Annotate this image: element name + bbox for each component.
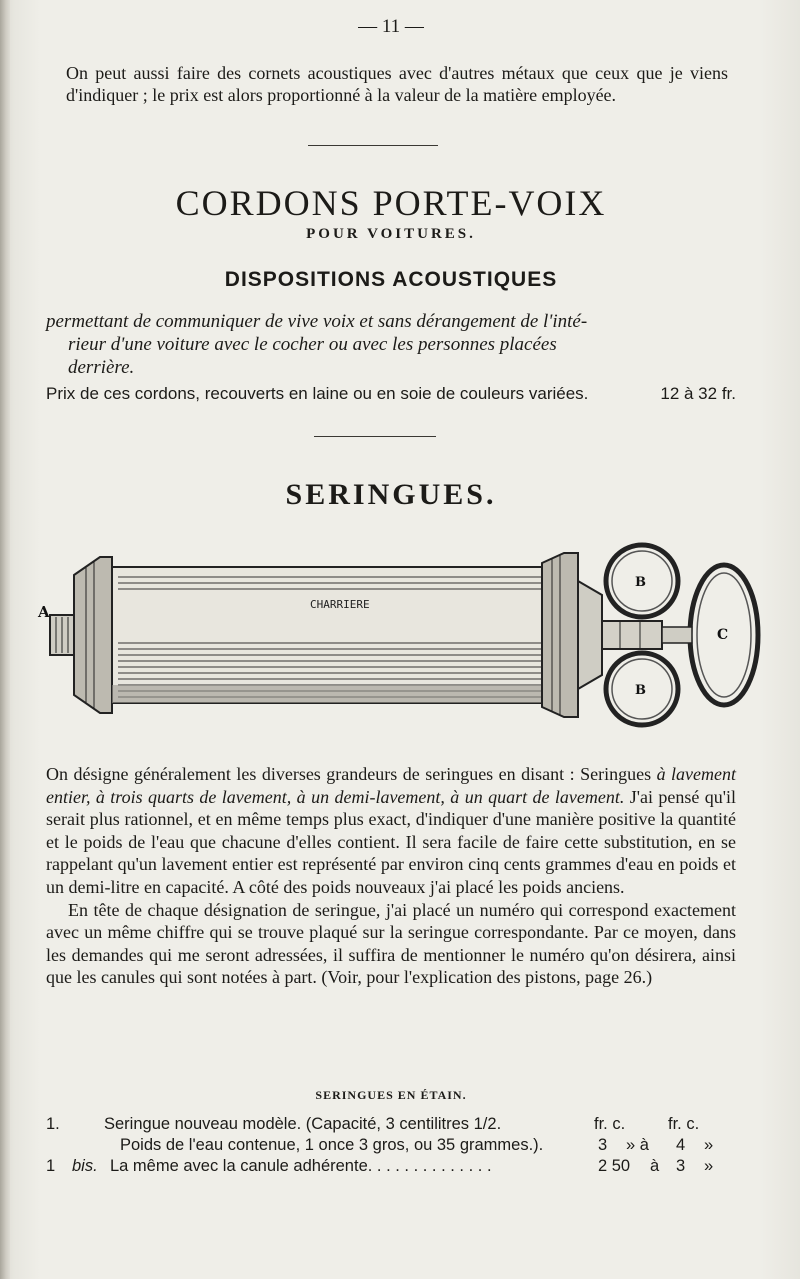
section-title-cordons: CORDONS PORTE-VOIX bbox=[175, 183, 607, 223]
price-end: » bbox=[704, 1157, 714, 1175]
price-value: 3 bbox=[676, 1157, 686, 1175]
section-heading-dispositions: DISPOSITIONS ACOUSTIQUES bbox=[224, 268, 558, 291]
dispositions-description bbox=[46, 310, 736, 379]
syringe-left-flange bbox=[74, 557, 112, 713]
price-value: 2 50 bbox=[598, 1157, 631, 1175]
paragraph-italic-text: à lavement entier, à trois quarts de lavement, à un demi-lavement, à un quart de lavement. bbox=[46, 764, 737, 807]
description-line: permettant de communiquer de vive voix et sans dérangement de l'inté- bbox=[46, 311, 588, 332]
section-subtitle-cordons: POUR VOITURES. bbox=[306, 226, 476, 242]
description-line: derrière. bbox=[68, 357, 135, 378]
seringues-paragraph-1 bbox=[46, 763, 736, 899]
item-description: Seringue nouveau modèle. (Capacité, 3 centilitres 1/2. bbox=[104, 1115, 502, 1133]
item-number-suffix: bis. bbox=[72, 1157, 98, 1175]
item-number: 1. bbox=[46, 1115, 60, 1133]
label-a: A bbox=[38, 603, 50, 621]
item-number: 1 bbox=[46, 1157, 56, 1175]
label-c: C bbox=[717, 627, 729, 643]
item-description: La même avec la canule adhérente. . . . . . . . . . . . . . bbox=[110, 1157, 492, 1175]
item-description: Poids de l'eau contenue, 1 once 3 gros, ou 35 grammes.). bbox=[120, 1136, 544, 1154]
label-b-top: B bbox=[635, 575, 646, 590]
subheading-seringues-etain: SERINGUES EN ÉTAIN. bbox=[315, 1088, 467, 1102]
column-header-price: fr. c. bbox=[594, 1115, 626, 1133]
syringe-cap bbox=[578, 581, 602, 689]
price-label: Prix de ces cordons, recouverts en laine ou en soie de couleurs variées. bbox=[46, 384, 589, 403]
section-title-seringues: SERINGUES. bbox=[285, 478, 497, 511]
book-spine-edge bbox=[0, 0, 10, 1279]
piston-rod bbox=[602, 621, 662, 649]
paragraph-text: J'ai pensé qu'il serait plus rationnel, et en même temps plus exact, d'indiquer d'une manière positive la quantité et le poids de l'eau que chacune d'elles contient. Il sera facile de faire cette substitution, en se rappelant qu'un lavement entier est représenté par environ cinq cents grammes d'eau en poids et un demi-litre en capacité. A côté des poids nouveaux j'ai placé les poids anciens. bbox=[46, 786, 737, 897]
intro-paragraph: On peut aussi faire des cornets acoustiques avec d'autres métaux que ceux que je viens d'indiquer ; le prix est alors proportionné à la valeur de la matière employée. bbox=[66, 63, 728, 106]
seringues-body bbox=[46, 763, 736, 989]
price-end: » bbox=[704, 1136, 714, 1154]
price-separator: » à bbox=[626, 1136, 649, 1154]
page-number: — 11 — bbox=[358, 16, 424, 37]
syringe-barrel bbox=[112, 567, 552, 703]
seringues-paragraph-2: En tête de chaque désignation de seringue, j'ai placé un numéro qui correspond exactement avec un même chiffre qui se trouve plaqué sur la seringue correspondante. Par ce moyen, dans les demandes qui me seront adressées, il suffira de mentionner le numéro qu'on désirera, ainsi que les canules qui sont notées à part. (Voir, pour l'explication des pistons, page 26.) bbox=[46, 899, 736, 988]
price-line-cordons bbox=[46, 384, 736, 404]
price-value: 12 à 32 fr. bbox=[660, 384, 736, 403]
engraving-label: CHARRIERE bbox=[310, 598, 370, 611]
label-b-bottom: B bbox=[635, 683, 646, 698]
section-divider bbox=[314, 436, 436, 437]
syringe-illustration bbox=[30, 535, 770, 735]
section-divider bbox=[308, 145, 438, 146]
paragraph-text: On désigne généralement les diverses grandeurs de seringues en disant : Seringues bbox=[46, 764, 657, 784]
description-line: rieur d'une voiture avec le cocher ou avec les personnes placées bbox=[68, 334, 557, 355]
price-value: 3 bbox=[598, 1136, 608, 1154]
price-value: 4 bbox=[676, 1136, 686, 1154]
column-header-price: fr. c. bbox=[668, 1115, 700, 1133]
price-separator: à bbox=[650, 1157, 660, 1175]
